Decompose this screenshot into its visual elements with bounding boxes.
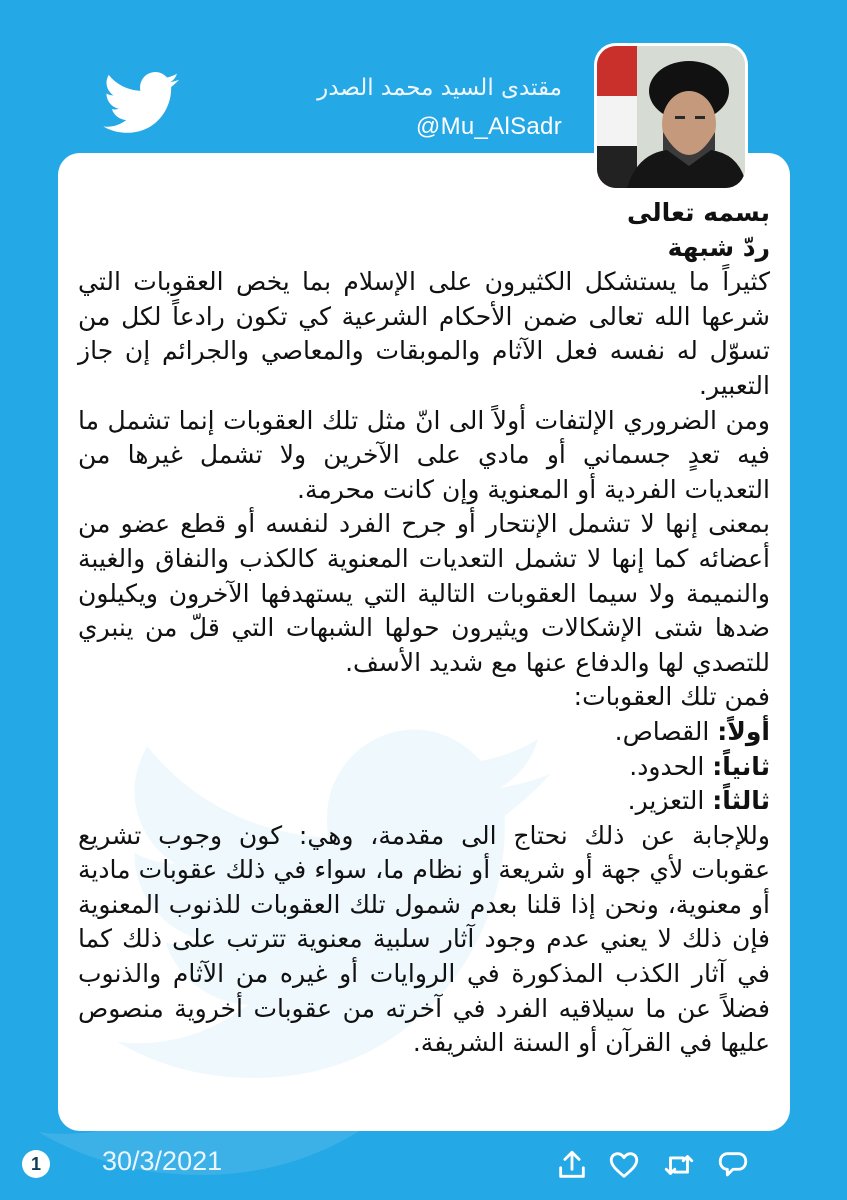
profile-avatar[interactable] [594,43,748,191]
paragraph: وللإجابة عن ذلك نحتاج الى مقدمة، وهي: كون وجوب تشريع عقوبات لأي جهة أو شريعة أو نظام ما، سواء في ذلك عقوبات مادية أو معنوية، ونحن إذا قلنا بعدم شمول تلك العقوبات للذنوب المعنوية فإن ذلك لا يعني عدم وجود آثار سلبية معنوية تترتب على ذلك كما في آثار الكذب المذكورة في الروايات أو غيره من الآثام والذنوب فضلاً عن ما سيلاقيه الفرد في آخرته من عقوبات أخروية منصوص عليها في القرآن أو السنة الشريفة. [78,820,770,1058]
twitter-bird-icon [102,72,182,136]
tweet-footer [0,1140,847,1190]
paragraph: بمعنى إنها لا تشمل الإنتحار أو جرح الفرد لنفسه أو قطع عضو من أعضائه كما إنها لا تشمل التعديات المعنوية كالكذب والنفاق والغيبة والنميمة ولا سيما العقوبات التالية التي يستهدفها الآخرون ويكيلون ضدها شتى الإشكالات ويثيرون حولها الشبهات التي قلّ من ينبري للتصدي لها والدفاع عنها مع شديد الأسف. [78,509,770,677]
paragraph: كثيراً ما يستشكل الكثيرون على الإسلام بما يخص العقوبات التي شرعها الله تعالى ضمن الأحكام الشرعية كي تكون رادعاً لكل من تسوّل له نفسه فعل الآثام والموبقات والمعاصي والجرائم إن جاز التعبير. [78,267,770,400]
list-item-text: التعزير. [627,786,713,816]
user-handle[interactable]: @Mu_AlSadr [415,113,562,140]
tweet-card [58,153,790,1131]
subheading-line: ردّ شبهة [667,232,770,262]
list-item-text: الحدود. [629,751,713,781]
paragraph: ومن الضروري الإلتفات أولاً الى انّ مثل تلك العقوبات إنما تشمل ما فيه تعدٍ جسماني أو مادي على الآخرين ولا تشمل غيرها من التعديات الفردية أو المعنوية وإن كانت محرمة. [78,405,770,504]
portrait-illustration [597,46,745,188]
heading-line: بسمه تعالى [626,198,770,227]
list-item [78,784,770,819]
list-item-text: القصاص. [614,716,718,746]
page-badge: 1 [22,1150,50,1178]
list-item-lead: ثالثاً: [712,786,770,816]
display-name[interactable]: مقتدى السيد محمد الصدر [317,75,562,101]
tweet-text [78,196,770,1061]
retweet-icon[interactable] [662,1148,696,1182]
tweet-date: 30/3/2021 [102,1146,223,1176]
list-item [78,750,770,785]
list-item-lead: ثانياً: [712,751,770,781]
like-heart-icon[interactable] [607,1148,641,1182]
list-item [78,715,770,750]
avatar-photo [597,46,745,188]
reply-comment-icon[interactable] [716,1148,750,1182]
list-item-lead: أولاً: [717,716,770,746]
list-intro: فمن تلك العقوبات: [573,682,770,712]
share-icon[interactable] [555,1148,589,1182]
